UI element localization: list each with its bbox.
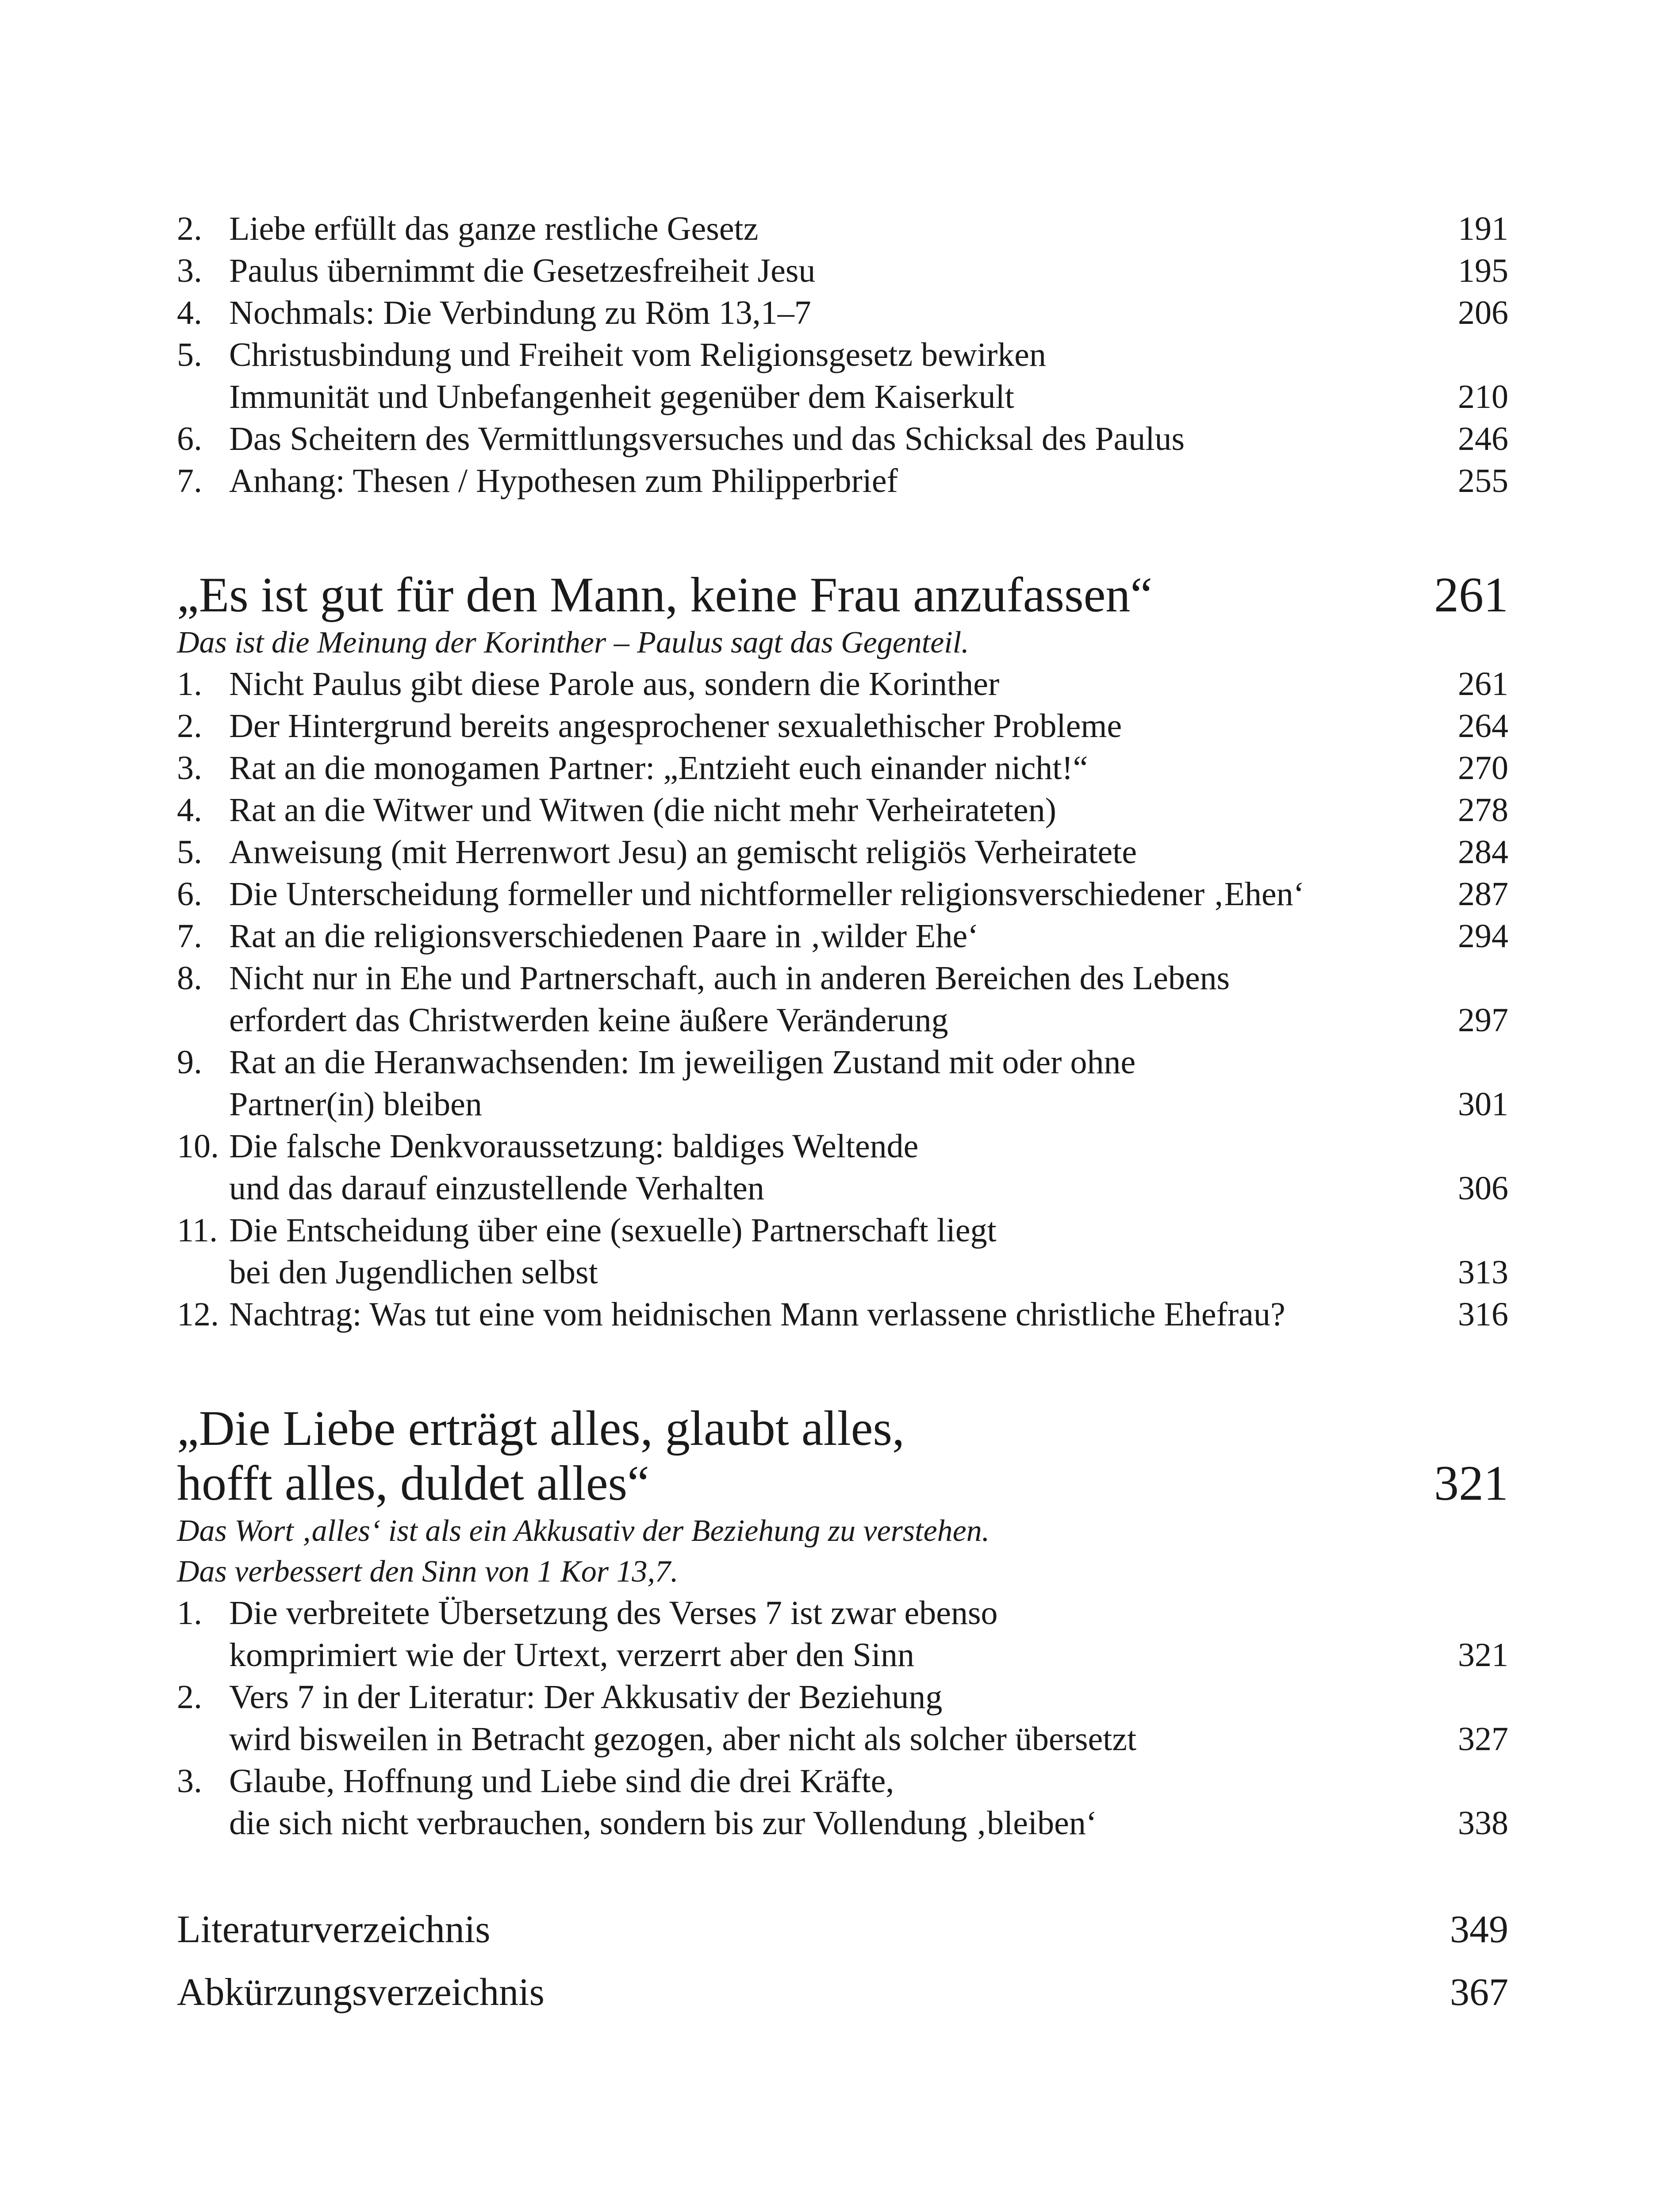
toc-list-section-1	[177, 663, 1508, 1336]
toc-entry-page: 297	[1458, 1002, 1508, 1039]
section-2-heading-line-2	[177, 1456, 1508, 1511]
toc-entry-number: 11.	[177, 1212, 218, 1249]
toc-entry-page: 261	[1458, 665, 1508, 703]
toc-entry-line	[177, 747, 1508, 789]
toc-entry-page: 255	[1458, 462, 1508, 499]
toc-entry-number: 2.	[177, 707, 202, 745]
toc-entry-page: 264	[1458, 707, 1508, 745]
toc-page	[177, 208, 1508, 2024]
section-1-heading	[177, 568, 1508, 622]
toc-entry-page: 210	[1458, 378, 1508, 415]
toc-entry-title: Nicht nur in Ehe und Partnerschaft, auch in anderen Bereichen des Lebens	[229, 960, 1230, 997]
toc-entry-page: 278	[1458, 791, 1508, 829]
toc-entry-title: Rat an die Witwer und Witwen (die nicht mehr Verheirateten)	[229, 791, 1057, 829]
section-2-title-line-2: hofft alles, duldet alles“	[177, 1456, 649, 1511]
toc-entry-title: wird bisweilen in Betracht gezogen, aber nicht als solcher übersetzt	[229, 1720, 1137, 1758]
toc-entry-title: Partner(in) bleiben	[229, 1086, 482, 1123]
toc-entry-number: 4.	[177, 791, 202, 829]
toc-entry-title: Nochmals: Die Verbindung zu Röm 13,1–7	[229, 294, 811, 331]
toc-entry-number: 1.	[177, 665, 202, 703]
toc-entry-number: 3.	[177, 252, 202, 289]
toc-entry-line	[177, 1041, 1508, 1083]
toc-entry-line	[177, 334, 1508, 376]
back-matter-page: 349	[1450, 1908, 1508, 1951]
toc-entry-number: 2.	[177, 1678, 202, 1716]
toc-entry-title: Vers 7 in der Literatur: Der Akkusativ der Beziehung	[229, 1678, 943, 1716]
toc-entry-page: 294	[1458, 918, 1508, 955]
toc-entry-title: Glaube, Hoffnung und Liebe sind die drei Kräfte,	[229, 1763, 894, 1800]
back-matter-label: Literaturverzeichnis	[177, 1908, 491, 1951]
toc-entry-number: 1.	[177, 1594, 202, 1632]
toc-entry-line	[177, 418, 1508, 460]
toc-entry-line	[177, 292, 1508, 334]
section-2-heading-line-1	[177, 1401, 1508, 1456]
toc-entry-number: 6.	[177, 876, 202, 913]
toc-entry-line	[177, 1083, 1508, 1125]
toc-entry-title: erfordert das Christwerden keine äußere Veränderung	[229, 1002, 948, 1039]
toc-entry-number: 5.	[177, 336, 202, 373]
toc-entry-line	[177, 789, 1508, 831]
toc-entry-number: 2.	[177, 210, 202, 247]
section-2-subtitle-line-2: Das verbessert den Sinn von 1 Kor 13,7.	[177, 1555, 679, 1589]
section-2-title-line-1: „Die Liebe erträgt alles, glaubt alles,	[177, 1401, 905, 1456]
back-matter-literature	[177, 1898, 1508, 1961]
section-2-page: 321	[1434, 1456, 1508, 1511]
toc-entry-number: 10.	[177, 1128, 219, 1165]
toc-entry-title: komprimiert wie der Urtext, verzerrt aber den Sinn	[229, 1636, 914, 1674]
toc-entry-line	[177, 705, 1508, 747]
section-1-title: „Es ist gut für den Mann, keine Frau anzufassen“	[177, 568, 1153, 622]
toc-section-1	[177, 568, 1508, 1336]
toc-entry-number: 7.	[177, 918, 202, 955]
toc-entry-number: 5.	[177, 833, 202, 871]
toc-list-section-2	[177, 1592, 1508, 1844]
toc-entry-number: 3.	[177, 749, 202, 787]
toc-list-intro	[177, 208, 1508, 502]
toc-entry-page: 301	[1458, 1086, 1508, 1123]
toc-entry-number: 12.	[177, 1296, 219, 1333]
toc-entry-line	[177, 1676, 1508, 1718]
toc-entry-number: 8.	[177, 960, 202, 997]
section-2-subtitle-line-1: Das Wort ‚alles‘ ist als ein Akkusativ der Beziehung zu verstehen.	[177, 1514, 990, 1548]
toc-entry-page: 246	[1458, 420, 1508, 457]
toc-back-matter	[177, 1898, 1508, 2024]
toc-entry-title: die sich nicht verbrauchen, sondern bis zur Vollendung ‚bleiben‘	[229, 1805, 1097, 1842]
toc-entry-page: 284	[1458, 833, 1508, 871]
toc-entry-line	[177, 957, 1508, 999]
toc-entry-title: Die verbreitete Übersetzung des Verses 7 ist zwar ebenso	[229, 1594, 998, 1632]
toc-entry-title: Die Entscheidung über eine (sexuelle) Partnerschaft liegt	[229, 1212, 997, 1249]
toc-entry-page: 313	[1458, 1254, 1508, 1291]
toc-entry-line	[177, 1167, 1508, 1210]
toc-entry-title: Liebe erfüllt das ganze restliche Gesetz	[229, 210, 759, 247]
back-matter-label: Abkürzungsverzeichnis	[177, 1971, 545, 2014]
toc-entry-line	[177, 1210, 1508, 1252]
toc-entry-page: 306	[1458, 1170, 1508, 1207]
toc-entry-title: Rat an die monogamen Partner: „Entzieht euch einander nicht!“	[229, 749, 1088, 787]
toc-entry-line	[177, 915, 1508, 957]
toc-entry-title: Die Unterscheidung formeller und nichtformeller religionsverschiedener ‚Ehen‘	[229, 876, 1305, 913]
toc-entry-title: Rat an die religionsverschiedenen Paare in ‚wilder Ehe‘	[229, 918, 979, 955]
toc-entry-page: 321	[1458, 1636, 1508, 1674]
toc-entry-title: Nicht Paulus gibt diese Parole aus, sondern die Korinther	[229, 665, 1000, 703]
toc-entry-page: 206	[1458, 294, 1508, 331]
toc-entry-page: 287	[1458, 876, 1508, 913]
toc-entry-line	[177, 999, 1508, 1041]
section-1-page: 261	[1434, 568, 1508, 622]
toc-entry-line	[177, 376, 1508, 418]
toc-section-2	[177, 1401, 1508, 1844]
toc-entry-number: 7.	[177, 462, 202, 499]
toc-entry-line	[177, 1760, 1508, 1802]
toc-entry-title: Der Hintergrund bereits angesprochener sexualethischer Probleme	[229, 707, 1122, 745]
toc-entry-number: 9.	[177, 1044, 202, 1081]
toc-entry-title: Paulus übernimmt die Gesetzesfreiheit Jesu	[229, 252, 816, 289]
toc-entry-title: bei den Jugendlichen selbst	[229, 1254, 598, 1291]
toc-entry-number: 6.	[177, 420, 202, 457]
toc-entry-title: Immunität und Unbefangenheit gegenüber dem Kaiserkult	[229, 378, 1014, 415]
toc-entry-line	[177, 663, 1508, 705]
toc-entry-page: 327	[1458, 1720, 1508, 1758]
toc-entry-title: Nachtrag: Was tut eine vom heidnischen Mann verlassene christliche Ehefrau?	[229, 1296, 1285, 1333]
toc-entry-line	[177, 1802, 1508, 1844]
toc-entry-title: Rat an die Heranwachsenden: Im jeweiligen Zustand mit oder ohne	[229, 1044, 1136, 1081]
toc-entry-line	[177, 208, 1508, 250]
toc-entry-page: 338	[1458, 1805, 1508, 1842]
toc-entry-title: Anweisung (mit Herrenwort Jesu) an gemischt religiös Verheiratete	[229, 833, 1137, 871]
toc-entry-number: 4.	[177, 294, 202, 331]
toc-entry-title: und das darauf einzustellende Verhalten	[229, 1170, 764, 1207]
toc-entry-title: Das Scheitern des Vermittlungsversuches und das Schicksal des Paulus	[229, 420, 1185, 457]
toc-entry-number: 3.	[177, 1763, 202, 1800]
toc-entry-title: Anhang: Thesen / Hypothesen zum Philipperbrief	[229, 462, 898, 499]
toc-entry-page: 191	[1458, 210, 1508, 247]
section-1-subtitle: Das ist die Meinung der Korinther – Paulus sagt das Gegenteil.	[177, 626, 969, 660]
back-matter-page: 367	[1450, 1971, 1508, 2014]
toc-entry-line	[177, 1718, 1508, 1760]
toc-entry-page: 195	[1458, 252, 1508, 289]
toc-entry-line	[177, 1125, 1508, 1167]
toc-entry-line	[177, 873, 1508, 915]
toc-entry-line	[177, 831, 1508, 873]
toc-entry-line	[177, 460, 1508, 502]
toc-entry-line	[177, 250, 1508, 292]
back-matter-abbreviations	[177, 1961, 1508, 2024]
toc-entry-page: 270	[1458, 749, 1508, 787]
toc-entry-line	[177, 1634, 1508, 1676]
toc-entry-title: Die falsche Denkvoraussetzung: baldiges Weltende	[229, 1128, 919, 1165]
toc-entry-line	[177, 1592, 1508, 1634]
toc-entry-line	[177, 1252, 1508, 1294]
toc-entry-line	[177, 1294, 1508, 1336]
toc-entry-title: Christusbindung und Freiheit vom Religionsgesetz bewirken	[229, 336, 1047, 373]
toc-entry-page: 316	[1458, 1296, 1508, 1333]
